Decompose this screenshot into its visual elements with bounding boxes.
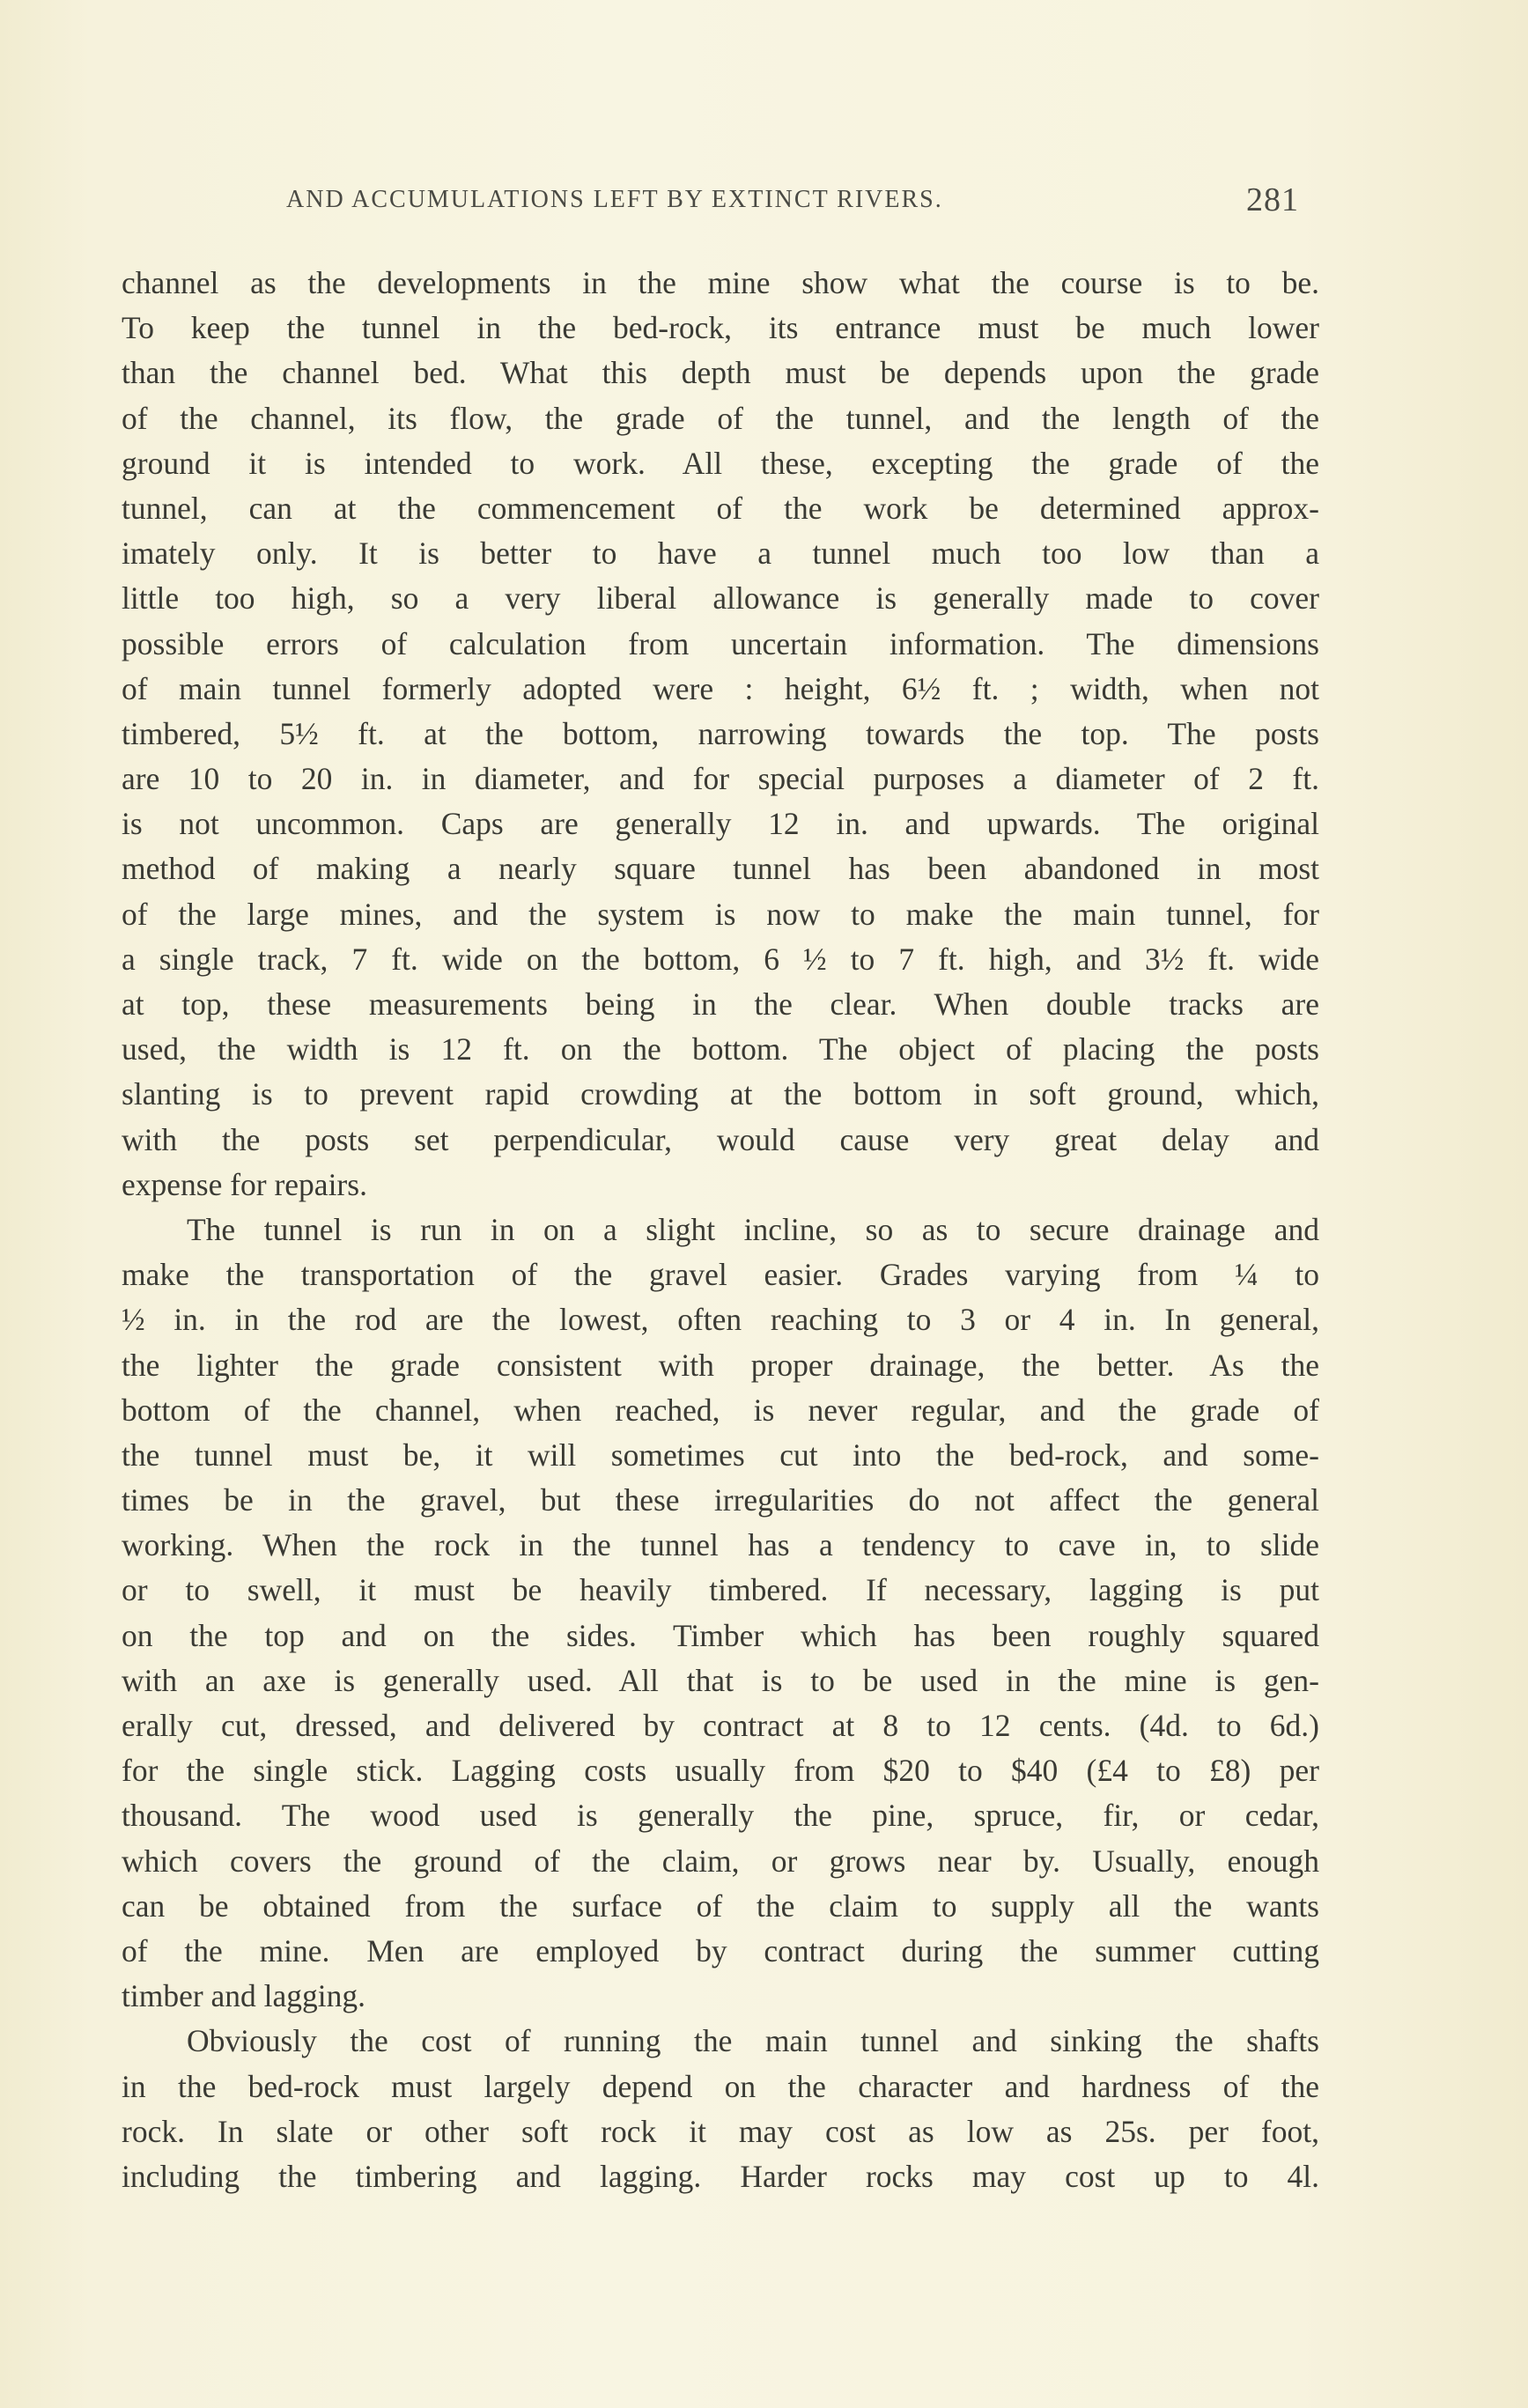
text-line: Obviously the cost of running the main tunnel and sinking the shafts xyxy=(187,2023,1319,2059)
text-line: the tunnel must be, it will sometimes cut into the bed-rock, and some- xyxy=(122,1437,1319,1473)
text-line: possible errors of calculation from uncertain information. The dimensions xyxy=(122,625,1319,661)
text-line: or to swell, it must be heavily timbered. If necessary, lagging is put xyxy=(122,1572,1319,1608)
text-line: a single track, 7 ft. wide on the bottom, 6 ½ to 7 ft. high, and 3½ ft. wide xyxy=(122,941,1319,977)
text-line: of main tunnel formerly adopted were : height, 6½ ft. ; width, when not xyxy=(122,670,1319,706)
text-line: tunnel, can at the commencement of the work be determined approx- xyxy=(122,490,1319,526)
text-line: with the posts set perpendicular, would cause very great delay and xyxy=(122,1121,1319,1157)
text-line: which covers the ground of the claim, or grows near by. Usually, enough xyxy=(122,1843,1319,1879)
paragraph-3 xyxy=(122,2019,1319,2199)
text-line: timbered, 5½ ft. at the bottom, narrowing towards the top. The posts xyxy=(122,715,1319,751)
text-line: timber and lagging. xyxy=(122,1978,366,2014)
text-line: make the transportation of the gravel easier. Grades varying from ¼ to xyxy=(122,1257,1319,1293)
text-line: rock. In slate or other soft rock it may cost as low as 25s. per foot, xyxy=(122,2113,1319,2149)
text-line: of the large mines, and the system is now to make the main tunnel, for xyxy=(122,896,1319,932)
text-line: ground it is intended to work. All these, excepting the grade of the xyxy=(122,445,1319,481)
running-head xyxy=(286,179,1343,223)
page-number: 281 xyxy=(1246,181,1299,218)
text-line: for the single stick. Lagging costs usually from $20 to $40 (£4 to £8) per xyxy=(122,1753,1319,1789)
text-line: erally cut, dressed, and delivered by contract at 8 to 12 cents. (4d. to 6d.) xyxy=(122,1708,1319,1743)
text-line: To keep the tunnel in the bed-rock, its entrance must be much lower xyxy=(122,310,1319,346)
text-line: times be in the gravel, but these irregularities do not affect the general xyxy=(122,1482,1319,1518)
text-line: in the bed-rock must largely depend on the character and hardness of the xyxy=(122,2068,1319,2104)
text-line: imately only. It is better to have a tunnel much too low than a xyxy=(122,536,1319,572)
text-line: expense for repairs. xyxy=(122,1166,367,1202)
text-line: of the mine. Men are employed by contract during the summer cutting xyxy=(122,1932,1319,1969)
text-line: are 10 to 20 in. in diameter, and for special purposes a diameter of 2 ft. xyxy=(122,761,1319,797)
text-line: thousand. The wood used is generally the pine, spruce, fir, or cedar, xyxy=(122,1798,1319,1834)
text-line: with an axe is generally used. All that is to be used in the mine is gen- xyxy=(122,1662,1319,1698)
text-line: little too high, so a very liberal allowance is generally made to cover xyxy=(122,580,1319,617)
running-title: AND ACCUMULATIONS LEFT BY EXTINCT RIVERS. xyxy=(286,186,943,213)
text-line: the lighter the grade consistent with proper drainage, the better. As the xyxy=(122,1347,1319,1383)
text-line: channel as the developments in the mine show what the course is to be. xyxy=(122,265,1319,300)
text-line: including the timbering and lagging. Harder rocks may cost up to 4l. xyxy=(122,2158,1319,2194)
text-line: method of making a nearly square tunnel has been abandoned in most xyxy=(122,851,1319,887)
text-line: ½ in. in the rod are the lowest, often reaching to 3 or 4 in. In general, xyxy=(122,1302,1319,1338)
text-line: slanting is to prevent rapid crowding at the bottom in soft ground, which, xyxy=(122,1076,1319,1112)
text-line: is not uncommon. Caps are generally 12 in. and upwards. The original xyxy=(122,806,1319,842)
text-line: working. When the rock in the tunnel has a tendency to cave in, to slide xyxy=(122,1527,1319,1563)
text-line: than the channel bed. What this depth must be depends upon the grade xyxy=(122,355,1319,391)
text-line: can be obtained from the surface of the claim to supply all the wants xyxy=(122,1887,1319,1924)
text-line: bottom of the channel, when reached, is never regular, and the grade of xyxy=(122,1392,1319,1428)
text-line: on the top and on the sides. Timber which has been roughly squared xyxy=(122,1617,1319,1653)
paragraph-1 xyxy=(122,261,1319,1208)
text-line: The tunnel is run in on a slight incline, so as to secure drainage and xyxy=(187,1211,1319,1247)
paragraph-2 xyxy=(122,1208,1319,2019)
body-text xyxy=(122,261,1319,2199)
text-line: of the channel, its flow, the grade of the tunnel, and the length of the xyxy=(122,400,1319,436)
text-line: at top, these measurements being in the clear. When double tracks are xyxy=(122,986,1319,1022)
text-line: used, the width is 12 ft. on the bottom. The object of placing the posts xyxy=(122,1031,1319,1067)
